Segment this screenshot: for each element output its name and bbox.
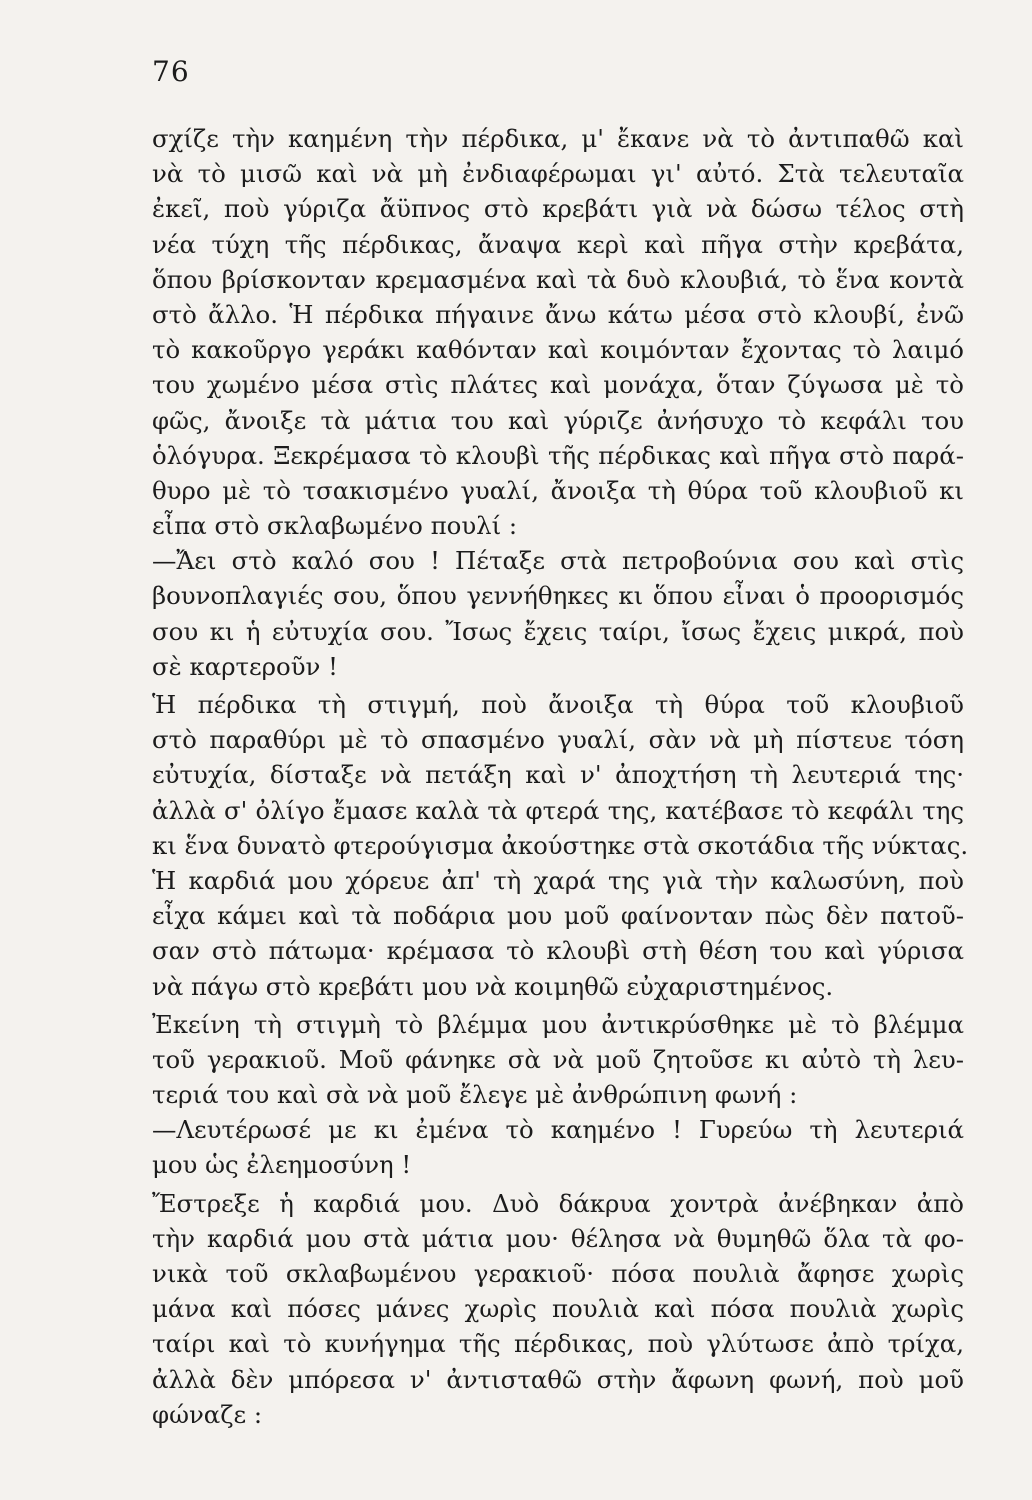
text-line: σχίζε τὴν καημένη τὴν πέρδικα, μ' ἔκανε νὰ τὸ ἀντιπαθῶ καὶ bbox=[152, 124, 964, 153]
text-line: ὁλόγυρα. Ξεκρέμασα τὸ κλουβὶ τῆς πέρδικας καὶ πῆγα στὸ παρά- bbox=[152, 440, 964, 470]
text-line: του χωμένο μέσα στὶς πλάτες καὶ μονάχα, ὅταν ζύγωσα μὲ τὸ bbox=[152, 370, 964, 400]
text-line: νὰ τὸ μισῶ καὶ νὰ μὴ ἐνδιαφέρωμαι γι' αὐτό. Στὰ τελευταῖα bbox=[152, 159, 964, 189]
page-number: 76 bbox=[152, 55, 190, 88]
text-line: μάνα καὶ πόσες μάνες χωρὶς πουλιὰ καὶ πόσα πουλιὰ χωρὶς bbox=[152, 1294, 964, 1324]
body-text bbox=[152, 121, 969, 1432]
text-line: στὸ παραθύρι μὲ τὸ σπασμένο γυαλί, σὰν νὰ μὴ πίστευε τόση bbox=[152, 725, 964, 755]
text-line: ὅπου βρίσκονταν κρεμασμένα καὶ τὰ δυὸ κλουβιά, τὸ ἕνα κοντὰ bbox=[152, 264, 964, 294]
text-line: —Ἄει στὸ καλό σου ! Πέταξε στὰ πετροβούνια σου καὶ στὶς bbox=[152, 546, 964, 576]
text-line: εἶπα στὸ σκλαβωμένο πουλί : bbox=[152, 511, 518, 541]
text-line: σου κι ἡ εὐτυχία σου. Ἴσως ἔχεις ταίρι, ἴσως ἔχεις μικρά, ποὺ bbox=[152, 616, 964, 646]
text-line: κι ἕνα δυνατὸ φτερούγισμα ἀκούστηκε στὰ σκοτάδια τῆς νύκτας. bbox=[152, 830, 969, 860]
text-line: εὐτυχία, δίσταξε νὰ πετάξη καὶ ν' ἀποχτήση τὴ λευτεριά της· bbox=[152, 760, 964, 790]
text-line: βουνοπλαγιές σου, ὅπου γεννήθηκες κι ὅπου εἶναι ὁ προορισμός bbox=[152, 581, 964, 611]
text-line: ἀλλὰ σ' ὀλίγο ἔμασε καλὰ τὰ φτερά της, κατέβασε τὸ κεφάλι της bbox=[152, 795, 964, 825]
text-line: φώναζε : bbox=[152, 1399, 263, 1429]
text-line: τὴν καρδιά μου στὰ μάτια μου· θέλησα νὰ θυμηθῶ ὅλα τὰ φο- bbox=[152, 1223, 964, 1253]
text-line: ἐκεῖ, ποὺ γύριζα ἄϋπνος στὸ κρεβάτι γιὰ νὰ δώσω τέλος στὴ bbox=[152, 194, 964, 224]
text-line: Ἡ πέρδικα τὴ στιγμή, ποὺ ἄνοιξα τὴ θύρα τοῦ κλουβιοῦ bbox=[152, 690, 964, 719]
text-line: ἀλλὰ δὲν μπόρεσα ν' ἀντισταθῶ στὴν ἄφωνη φωνή, ποὺ μοῦ bbox=[152, 1364, 964, 1394]
text-line: Ἐκείνη τὴ στιγμὴ τὸ βλέμμα μου ἀντικρύσθηκε μὲ τὸ βλέμμα bbox=[152, 1009, 964, 1039]
text-line: θυρο μὲ τὸ τσακισμένο γυαλί, ἄνοιξα τὴ θύρα τοῦ κλουβιοῦ κι bbox=[152, 475, 964, 505]
text-line: Ἡ καρδιά μου χόρευε ἀπ' τὴ χαρά της γιὰ τὴν καλωσύνη, ποὺ bbox=[152, 865, 964, 895]
text-line: νὰ πάγω στὸ κρεβάτι μου νὰ κοιμηθῶ εὐχαριστημένος. bbox=[152, 971, 834, 1001]
text-line: σὲ καρτεροῦν ! bbox=[152, 651, 338, 681]
text-line: σαν στὸ πάτωμα· κρέμασα τὸ κλουβὶ στὴ θέση του καὶ γύρισα bbox=[152, 936, 964, 966]
text-line: —Λευτέρωσέ με κι ἐμένα τὸ καημένο ! Γυρεύω τὴ λευτεριά bbox=[152, 1115, 964, 1145]
text-line: τὸ κακοῦργο γεράκι καθόνταν καὶ κοιμόνταν ἔχοντας τὸ λαιμό bbox=[152, 335, 964, 365]
text-line: μου ὡς ἐλεημοσύνη ! bbox=[152, 1150, 412, 1180]
text-line: νικὰ τοῦ σκλαβωμένου γερακιοῦ· πόσα πουλιὰ ἄφησε χωρὶς bbox=[152, 1259, 964, 1288]
text-line: στὸ ἄλλο. Ἡ πέρδικα πήγαινε ἄνω κάτω μέσα στὸ κλουβί, ἐνῶ bbox=[152, 299, 964, 329]
text-line: φῶς, ἄνοιξε τὰ μάτια του καὶ γύριζε ἀνήσυχο τὸ κεφάλι του bbox=[152, 405, 964, 435]
text-line: εἶχα κάμει καὶ τὰ ποδάρια μου μοῦ φαίνονταν πὼς δὲν πατοῦ- bbox=[152, 901, 964, 931]
text-line: νέα τύχη τῆς πέρδικας, ἄναψα κερὶ καὶ πῆγα στὴν κρεβάτα, bbox=[152, 229, 964, 259]
text-line: τοῦ γερακιοῦ. Μοῦ φάνηκε σὰ νὰ μοῦ ζητοῦσε κι αὐτὸ τὴ λευ- bbox=[152, 1044, 964, 1074]
text-line: τεριά του καὶ σὰ νὰ μοῦ ἔλεγε μὲ ἀνθρώπινη φωνή : bbox=[152, 1080, 798, 1110]
text-line: Ἔστρεξε ἡ καρδιά μου. Δυὸ δάκρυα χοντρὰ ἀνέβηκαν ἀπὸ bbox=[152, 1188, 964, 1218]
text-line: ταίρι καὶ τὸ κυνήγημα τῆς πέρδικας, ποὺ γλύτωσε ἀπὸ τρίχα, bbox=[152, 1329, 964, 1359]
